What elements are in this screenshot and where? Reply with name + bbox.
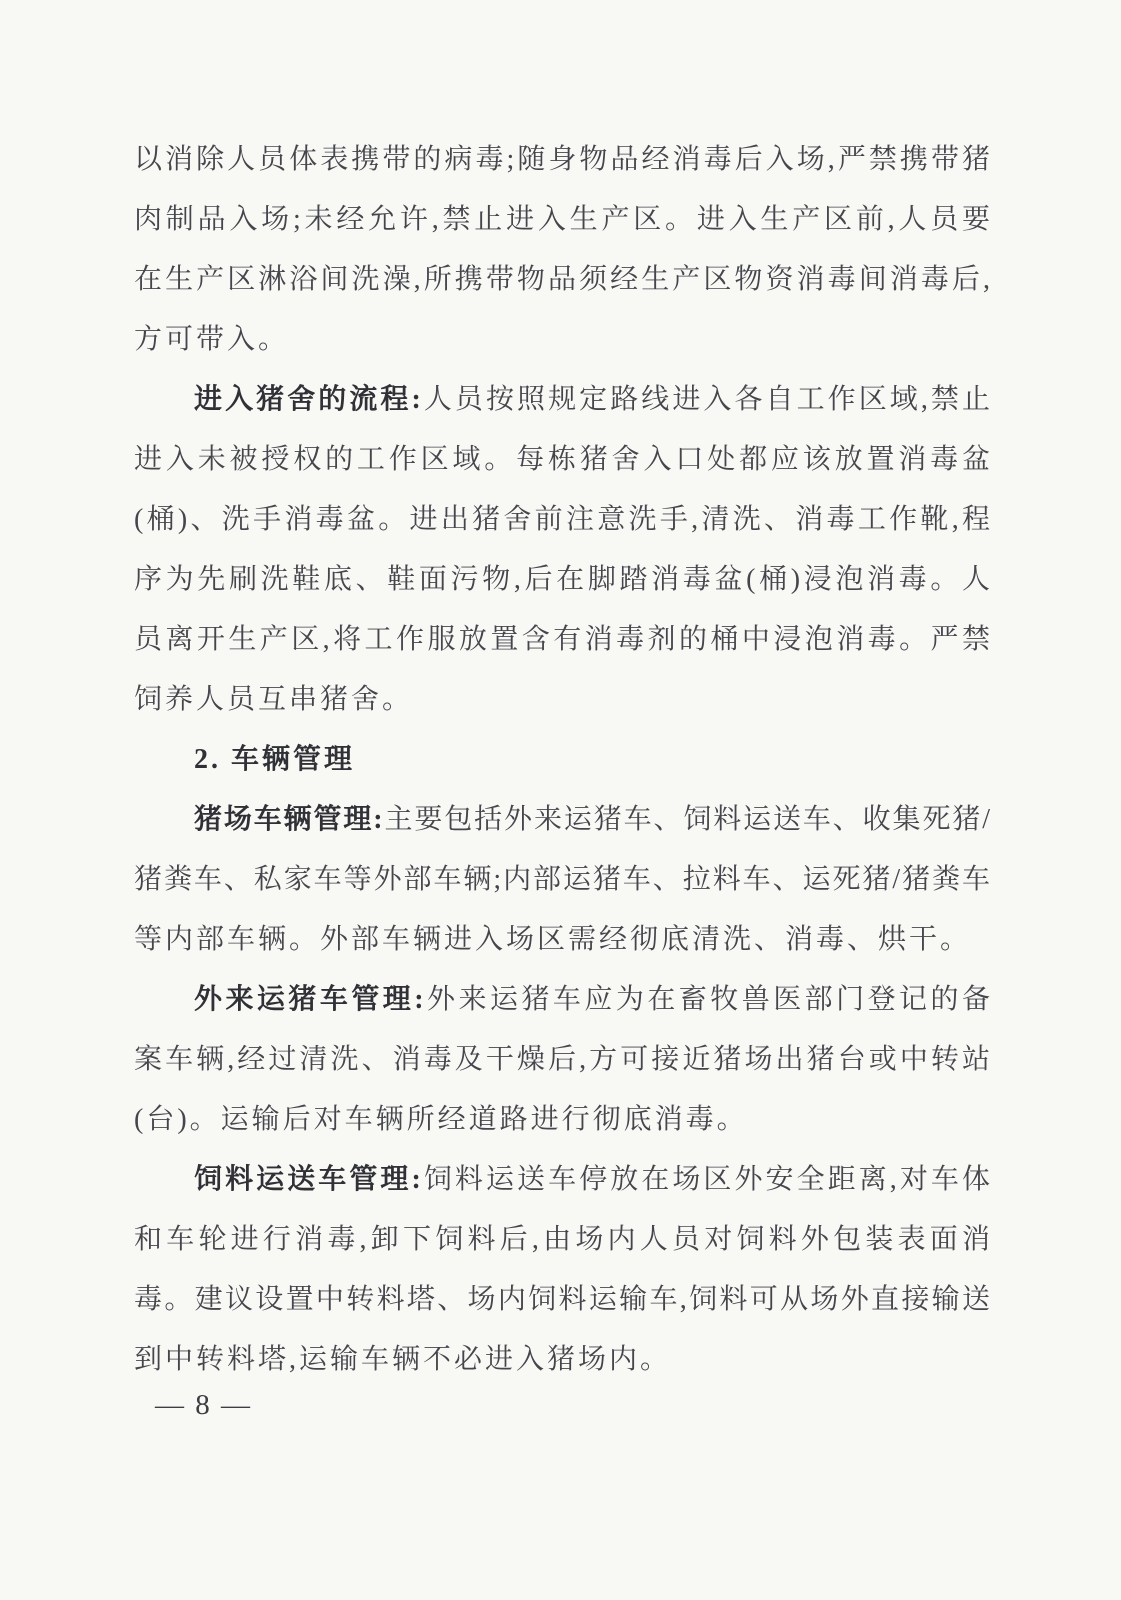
bold-lead: 饲料运送车管理:	[194, 1164, 421, 1195]
page-number: — 8 —	[155, 1389, 252, 1421]
line-text: 毒。建议设置中转料塔、场内饲料运输车,饲料可从场外直接输送	[134, 1284, 990, 1315]
heading-line	[134, 730, 990, 790]
section-heading	[134, 730, 990, 790]
text-line	[134, 1330, 990, 1390]
bold-lead: 外来运猪车管理:	[194, 984, 424, 1015]
text-line	[134, 910, 990, 970]
text-line	[134, 370, 990, 430]
paragraph	[134, 790, 990, 970]
line-text: 肉制品入场;未经允许,禁止进入生产区。进入生产区前,人员要	[134, 204, 990, 235]
text-line	[134, 1210, 990, 1270]
paragraph	[134, 1150, 990, 1390]
text-line	[134, 610, 990, 670]
text-line	[134, 1150, 990, 1210]
line-text: 主要包括外来运猪车、饲料运送车、收集死猪/	[382, 804, 990, 835]
paragraph	[134, 130, 990, 370]
text-line	[134, 670, 990, 730]
document-text-block	[134, 130, 990, 1390]
text-line	[134, 1090, 990, 1150]
line-text: 员离开生产区,将工作服放置含有消毒剂的桶中浸泡消毒。严禁	[134, 624, 990, 655]
line-text: 在生产区淋浴间洗澡,所携带物品须经生产区物资消毒间消毒后,	[134, 264, 990, 295]
line-text: 外来运猪车应为在畜牧兽医部门登记的备	[423, 984, 990, 1015]
text-line	[134, 1270, 990, 1330]
text-line	[134, 130, 990, 190]
line-text: (桶)、洗手消毒盆。进出猪舍前注意洗手,清洗、消毒工作靴,程	[134, 504, 990, 535]
text-line	[134, 250, 990, 310]
text-line	[134, 310, 990, 370]
line-text: 饲料运送车停放在场区外安全距离,对车体	[420, 1164, 990, 1195]
line-text: 进入未被授权的工作区域。每栋猪舍入口处都应该放置消毒盆	[134, 444, 990, 475]
paragraph	[134, 370, 990, 730]
text-line	[134, 790, 990, 850]
line-text: 饲养人员互串猪舍。	[134, 684, 414, 715]
heading-text: 2. 车辆管理	[194, 744, 356, 775]
line-text: 方可带入。	[134, 324, 290, 355]
text-line	[134, 850, 990, 910]
bold-lead: 猪场车辆管理:	[194, 804, 383, 835]
bold-lead: 进入猪舍的流程:	[194, 384, 421, 415]
line-text: 案车辆,经过清洗、消毒及干燥后,方可接近猪场出猪台或中转站	[134, 1044, 990, 1075]
paragraph	[134, 970, 990, 1150]
line-text: (台)。运输后对车辆所经道路进行彻底消毒。	[134, 1104, 748, 1135]
line-text: 序为先刷洗鞋底、鞋面污物,后在脚踏消毒盆(桶)浸泡消毒。人	[134, 564, 990, 595]
text-line	[134, 190, 990, 250]
text-line	[134, 430, 990, 490]
line-text: 到中转料塔,运输车辆不必进入猪场内。	[134, 1344, 672, 1375]
line-text: 等内部车辆。外部车辆进入场区需经彻底清洗、消毒、烘干。	[134, 924, 972, 955]
text-line	[134, 970, 990, 1030]
text-line	[134, 1030, 990, 1090]
line-text: 猪粪车、私家车等外部车辆;内部运猪车、拉料车、运死猪/猪粪车	[134, 864, 990, 895]
line-text: 以消除人员体表携带的病毒;随身物品经消毒后入场,严禁携带猪	[134, 144, 990, 175]
text-line	[134, 550, 990, 610]
line-text: 和车轮进行消毒,卸下饲料后,由场内人员对饲料外包装表面消	[134, 1224, 990, 1255]
text-line	[134, 490, 990, 550]
line-text: 人员按照规定路线进入各自工作区域,禁止	[420, 384, 990, 415]
